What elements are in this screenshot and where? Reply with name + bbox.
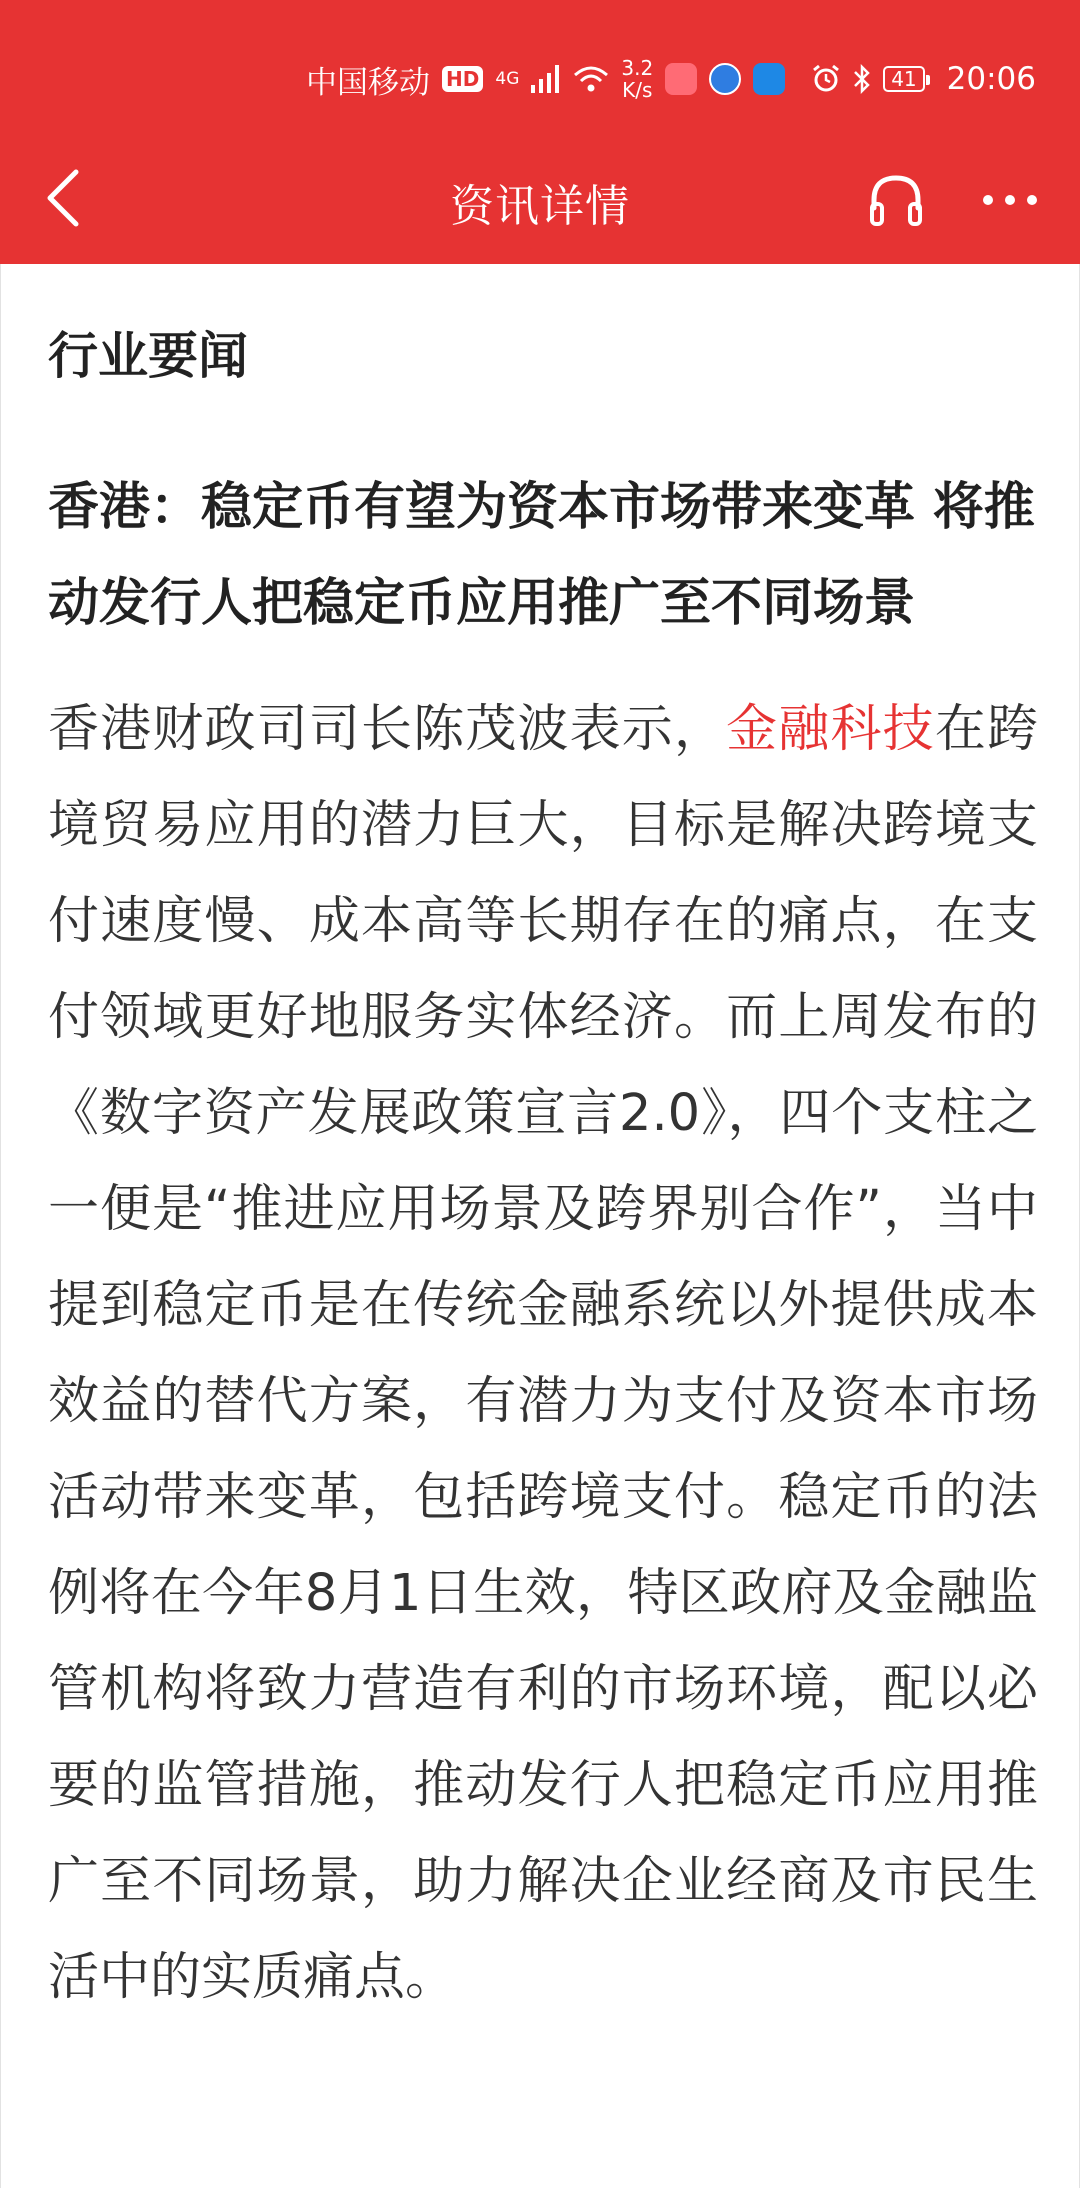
article-content [0, 264, 1080, 2188]
headphones-icon[interactable] [866, 170, 926, 230]
body-text-start: 香港财政司司长陈茂波表示， [48, 700, 727, 759]
more-dots-icon[interactable] [980, 170, 1040, 230]
bluetooth-icon [853, 64, 871, 94]
page-title: 资讯详情 [450, 181, 630, 232]
status-bar [0, 0, 1080, 140]
nav-bar [0, 140, 1080, 264]
article-body [48, 682, 1038, 2026]
clock: 20:06 [946, 61, 1036, 97]
article-headline: 香港：稳定币有望为资本市场带来变革 将推动发行人把稳定币应用推广至不同场景 [48, 478, 1035, 633]
browser-app-icon [709, 63, 741, 95]
carrier-name: 中国移动 [306, 64, 431, 101]
hd-badge: HD [442, 66, 483, 92]
body-text-rest: 在跨境贸易应用的潜力巨大，目标是解决跨境支付速度慢、成本高等长期存在的痛点，在支付领域更好地服务实体经济。而上周发布的《数字资产发展政策宣言2.0》，四个支柱之一便是“推进应用场景及跨界别合作”，当中提到稳定币是在传统金融系统以外提供成本效益的替代方案，有潜力为支付及资本市场活动带来变革，包括跨境支付。稳定币的法例将在今年8月1日生效，特区政府及金融监管机构将致力营造有利的市场环境，配以必要的监管措施，推动发行人把稳定币应用推广至不同场景，助力解决企业经商及市民生活中的实质痛点。 [48, 700, 1038, 2007]
bird-app-icon [753, 63, 785, 95]
article-category: 行业要闻 [48, 327, 248, 385]
network-type: 4G [495, 69, 520, 89]
network-speed: 3.2 K/s [621, 56, 654, 102]
fintech-link[interactable]: 金融科技 [726, 700, 935, 759]
signal-icon [531, 65, 561, 93]
huawei-app-icon [665, 63, 697, 95]
status-icons [306, 52, 1036, 106]
app-header [0, 0, 1080, 264]
alarm-icon [811, 64, 841, 94]
battery-icon: 41 [883, 66, 924, 92]
wifi-icon [573, 65, 609, 93]
